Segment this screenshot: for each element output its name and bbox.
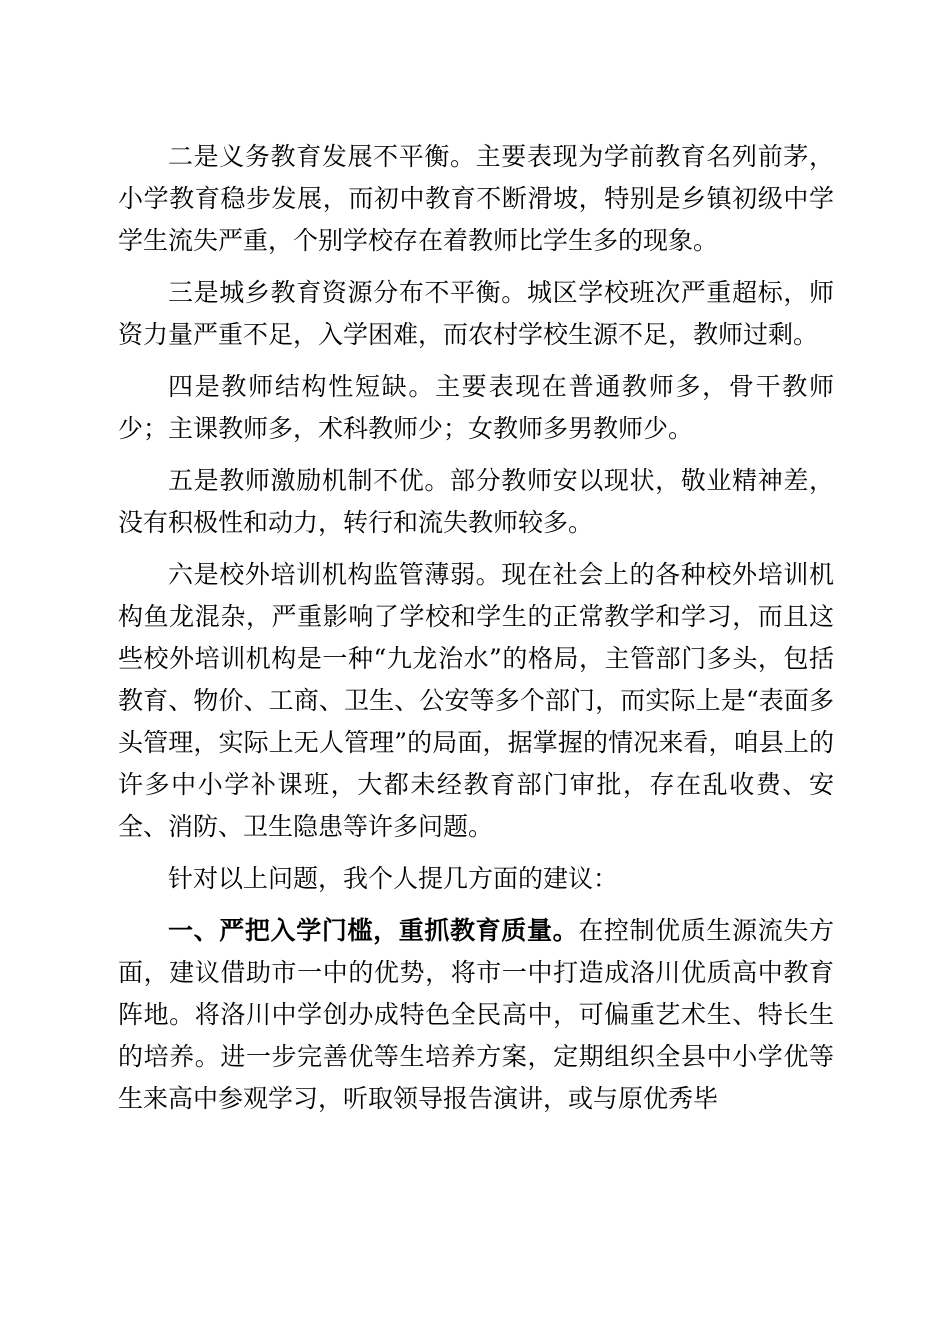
- paragraph-lead: 三是城乡教育资源分布不平衡。: [168, 278, 527, 307]
- paragraph-text: 主要表现在普通教师多，骨干教师少；主课教师多，术科教师少；女教师多男教师少。: [118, 372, 834, 443]
- paragraph-suggestions-intro: [118, 858, 834, 900]
- paragraph-text: 在控制优质生源流失方面，建议借助市一中的优势，将市一中打造成洛川优质高中教育阵地。将洛川中学创办成特色全民高中，可偏重艺术生、特长生的培养。进一步完善优等生培养方案，定期组织全县中小学优等生来高中参观学习，听取领导报告演讲，或与原优秀毕: [118, 916, 834, 1113]
- paragraph-suggestion-one: [118, 910, 834, 1120]
- paragraph-lead: 六是校外培训机构监管薄弱。: [168, 560, 502, 589]
- paragraph-training-institutions: [118, 554, 834, 848]
- paragraph-lead: 二是义务教育发展不平衡。: [168, 142, 476, 171]
- paragraph-text: 主要表现为学前教育名列前茅，小学教育稳步发展，而初中教育不断滑坡，特别是乡镇初级中学学生流失严重，个别学校存在着教师比学生多的现象。: [118, 142, 834, 255]
- paragraph-compulsory-education: [118, 136, 834, 262]
- paragraph-text: 针对以上问题，我个人提几方面的建议：: [168, 864, 619, 893]
- paragraph-urban-rural-resources: [118, 272, 834, 356]
- paragraph-text: 现在社会上的各种校外培训机构鱼龙混杂，严重影响了学校和学生的正常教学和学习，而且这些校外培训机构是一种“九龙治水”的格局，主管部门多头，包括教育、物价、工商、卫生、公安等多个部门，而实际上是“表面多头管理，实际上无人管理”的局面，据掌握的情况来看，咱县上的许多中小学补课班，大都未经教育部门审批，存在乱收费、安全、消防、卫生隐患等许多问题。: [118, 560, 834, 841]
- paragraph-teacher-shortage: [118, 366, 834, 450]
- paragraph-text: 部分教师安以现状，敬业精神差，没有积极性和动力，转行和流失教师较多。: [118, 466, 834, 537]
- paragraph-teacher-incentives: [118, 460, 834, 544]
- paragraph-lead: 四是教师结构性短缺。: [168, 372, 436, 401]
- paragraph-bold-heading: 一、严把入学门槛，重抓教育质量。: [168, 916, 579, 945]
- paragraph-lead: 五是教师激励机制不优。: [168, 466, 451, 495]
- paragraph-text: 城区学校班次严重超标，师资力量严重不足，入学困难，而农村学校生源不足，教师过剩。: [118, 278, 834, 349]
- document-body: [118, 136, 834, 1130]
